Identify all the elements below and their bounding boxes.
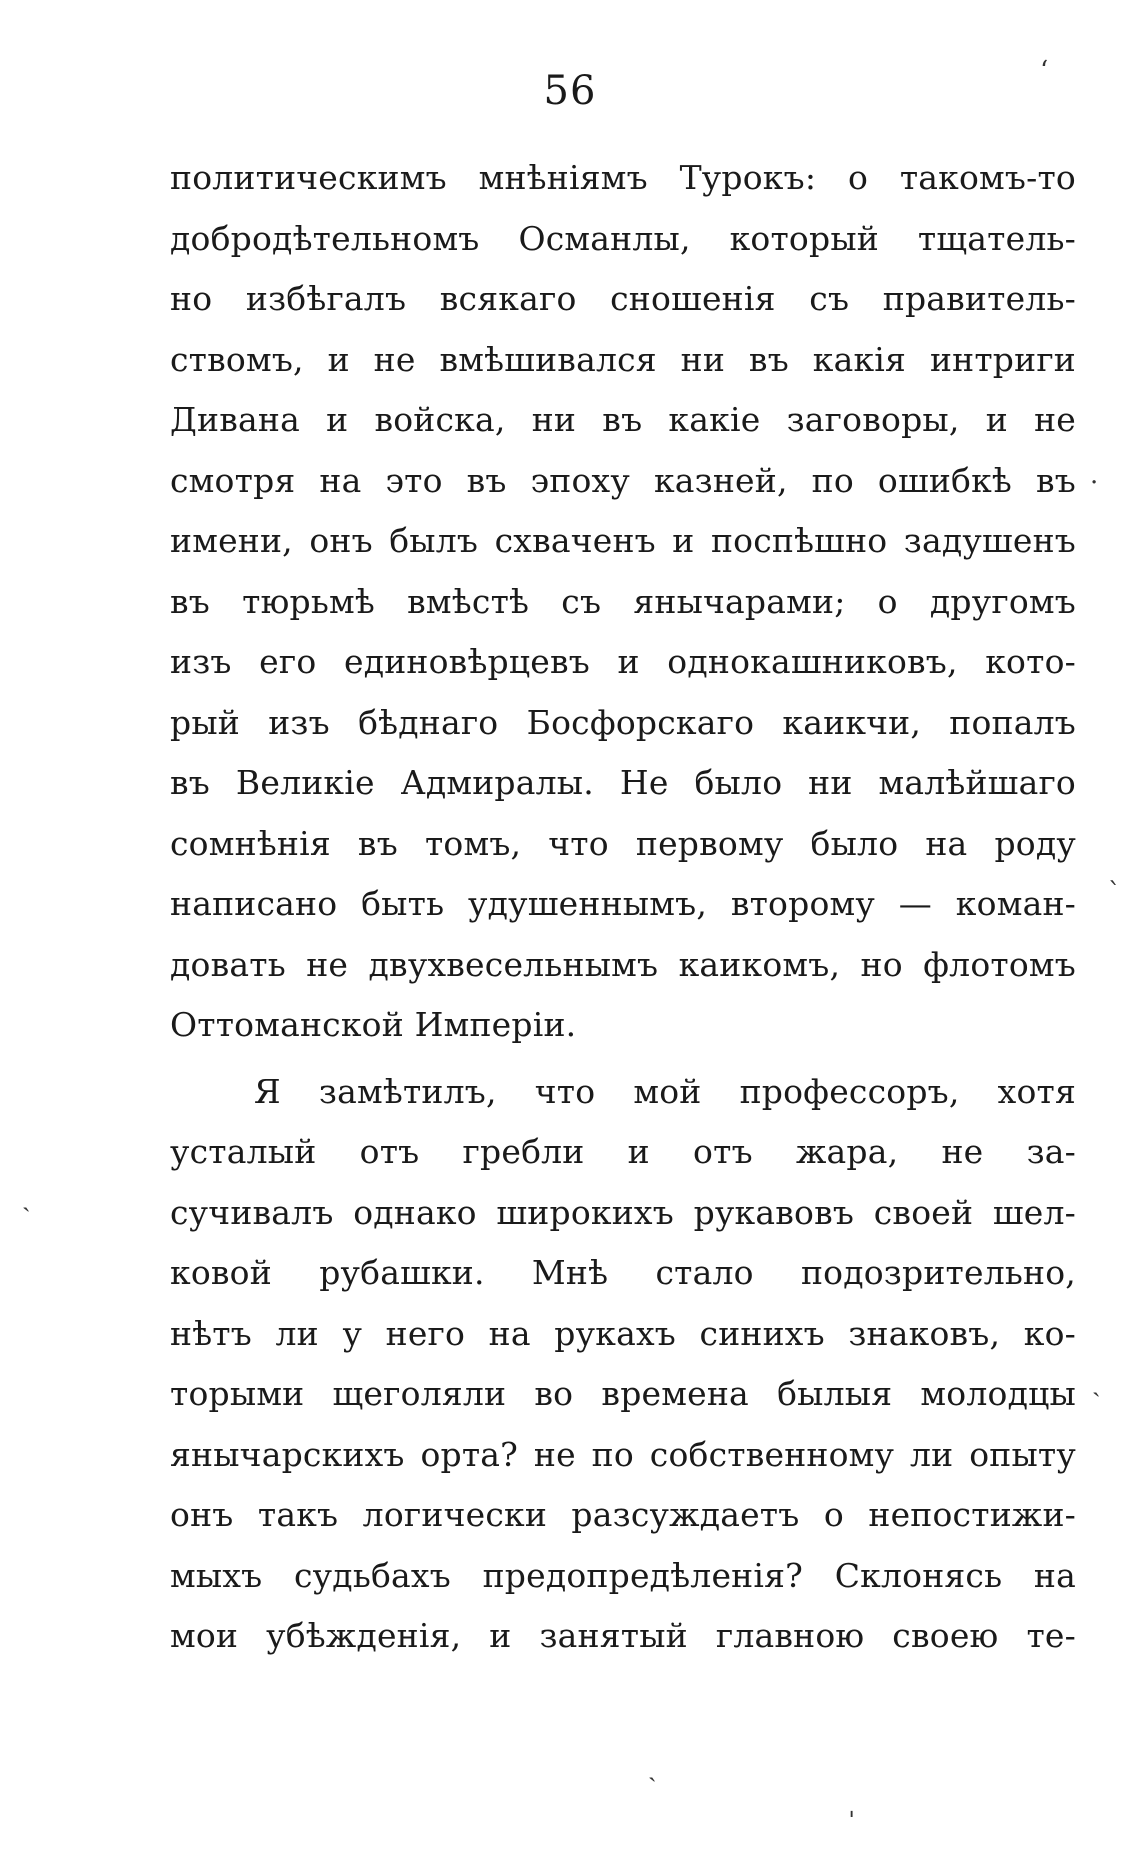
text-line: но избѣгалъ всякаго сношенія съ правитель-: [170, 279, 1076, 318]
scan-speck: ˎ: [1092, 1368, 1101, 1398]
text-line: въ Великіе Адмиралы. Не было ни малѣйшаго: [170, 763, 1076, 802]
text-line: имени, онъ былъ схваченъ и поспѣшно задушенъ: [170, 521, 1076, 560]
body-text: [170, 148, 1076, 1667]
scan-speck: ·: [1090, 468, 1099, 498]
text-line: изъ его единовѣрцевъ и однокашниковъ, кото-: [170, 642, 1076, 681]
text-line: онъ такъ логически разсуждаетъ о непостижи-: [170, 1495, 1076, 1534]
text-line: янычарскихъ ортa? не по собственному ли опыту: [170, 1434, 1076, 1474]
scan-speck: ˈ: [848, 1808, 856, 1838]
text-line: мои убѣжденія, и занятый главною своею те-: [170, 1616, 1076, 1655]
text-line: торыми щеголяли во времена былыя молодцы: [170, 1374, 1076, 1413]
text-line: смотря на это въ эпоху казней, по ошибкѣ въ: [170, 460, 1076, 500]
scan-speck: ˎ: [648, 1753, 657, 1783]
text-line: добродѣтельномъ Османлы, который тщатель-: [170, 218, 1076, 258]
text-line: ковой рубашки. Мнѣ стало подозрительно,: [170, 1253, 1076, 1292]
text-line: политическимъ мнѣніямъ Турокъ: о такомъ-то: [170, 158, 1076, 197]
scan-speck: ˏ: [22, 1183, 31, 1213]
text-line: Дивана и войска, ни въ какіе заговоры, и не: [170, 400, 1076, 439]
text-line: Оттоманской Имперіи.: [170, 1005, 577, 1044]
text-line: Я замѣтилъ, что мой профессоръ, хотя: [254, 1071, 1076, 1111]
scan-speck: ʻ: [1040, 56, 1049, 86]
scan-speck: ˋ: [1108, 878, 1121, 908]
text-line: довать не двухвесельнымъ каикомъ, но флотомъ: [170, 944, 1076, 984]
paragraph-2: [170, 1062, 1076, 1667]
page-number: 56: [543, 68, 597, 114]
text-line: сучивалъ однако широкихъ рукавовъ своей шел-: [170, 1192, 1076, 1232]
text-line: рый изъ бѣднаго Босфорскаго каикчи, попалъ: [170, 702, 1076, 742]
text-line: въ тюрьмѣ вмѣстѣ съ янычарами; о другомъ: [170, 581, 1076, 621]
text-line: ствомъ, и не вмѣшивался ни въ какія интриги: [170, 339, 1076, 379]
paragraph-1: [170, 148, 1076, 1056]
text-line: мыхъ судьбахъ предопредѣленія? Склонясь на: [170, 1555, 1076, 1595]
text-line: сомнѣнія въ томъ, что первому было на роду: [170, 823, 1076, 863]
text-line: написано быть удушеннымъ, второму — коман-: [170, 884, 1076, 923]
text-line: усталый отъ гребли и отъ жара, не за-: [170, 1132, 1076, 1171]
text-line: нѣтъ ли у него на рукахъ синихъ знаковъ, ко-: [170, 1313, 1076, 1353]
